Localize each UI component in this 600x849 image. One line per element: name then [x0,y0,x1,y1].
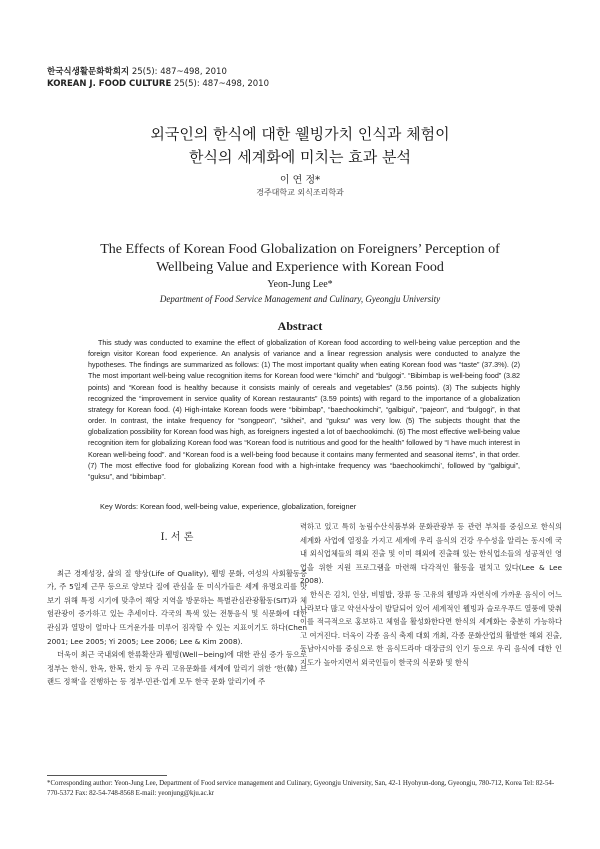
abstract-text: This study was conducted to examine the effect of globalization of Korean food according to well-being value perception and the foreign visitor Korean food experience. An analysis of variance and a linear regression analysis were conducted to analyze the hypotheses. The findings are summarized as follows: (1) The most important quality when eating Korean food was “taste” (37.3%). (2) The most important well-being value recognition items for Korean food were “kimchi” and “bulgogi”. “Bibimbap is well-being food” (3.82 points) and “Korean food is healthy because it consists mainly of cereals and vegetables” (3.56 points). (3) The subjects highly recognized the “improvement in service quality of Korean restaurants” (3.59 points) with regard to the importance of a globalization strategy for Korean food. (4) High-intake Korean foods were “bibimbap”, “baechookimchi”, “galbigui”, “pajeon”, and “bulgogi”, in that order. In contrast, the intake frequency for “songpeon”, “sikhei”, and “guksu” was very low. (5) The subjects thought that the globalization possibility for Korean food was high, as foreigners ingested a lot of baechookimchi. (6) The most effective well-being value recognition item for globalizing Korean food was “Korean food is nutritious and good for the health” followed by “I have much interest in Korean well-being food”. and “Korean food is a well-being food because it contains many fermented and seasonal items”, in that order. (7) The most effective food for globalizing Korean food with a high-intake frequency was “baechookimchi’, followed by “galbigui”, “guksu”, and “bibimbap”. [88,338,520,481]
footnote-divider [47,775,167,776]
body-paragraph-4: 한식은 김치, 인삼, 비빔밥, 장류 등 고유의 웰빙과 자연식에 가까운 음식이 어느 나라보다 많고 약선사상이 발달되어 있어 세계적인 웰빙과 슬로우푸드 열풍에 맞춰 이를 적극적으로 홍보하고 체험을 활성화한다면 한식의 세계화는 충분히 가능하다고 여겨진다. 더욱이 각종 음식 축제 대회 개최, 각종 문화산업의 활발한 해외 진출, 동남아시아를 중심으로 한 음식드라마 대장금의 인기 등으로 우리 음식에 대한 인지도가 높아지면서 외국인들이 한국의 식문화 및 한식 [300,589,562,667]
body-column-left [47,520,307,689]
journal-ref-english: 25(5): 487~498, 2010 [171,79,269,89]
korean-title-line-1: 외국인의 한식에 대한 웰빙가치 인식과 체험이 [150,125,450,143]
journal-name-english: KOREAN J. FOOD CULTURE [47,79,172,89]
section-heading-introduction: I. 서 론 [160,532,194,543]
journal-line-english [47,78,269,90]
keywords-label: Key Words: [100,502,139,511]
abstract-heading: Abstract [277,319,323,333]
corresponding-author-footnote: *Corresponding author: Yeon-Jung Lee, Department of Food service management and Culinary, Gyeongju University, San, 42-1 Hyohyun-dong, Gyeongju, 780-712, Korea Tel: 82-54-770-5372 Fax: 82-54-748-8568 E-mail: yeonjung@kju.ac.kr [47,780,555,797]
english-title-line-2: Wellbeing Value and Experience with Korean Food [156,260,444,275]
english-title-line-1: The Effects of Korean Food Globalization on Foreigners’ Perception of [100,242,500,257]
journal-header [47,66,269,90]
english-author: Yeon-Jung Lee* [267,279,333,290]
english-title [0,241,600,277]
journal-name-korean: 한국식생활문화학회지 [47,67,130,77]
keywords-text: Korean food, well-being value, experience, globalization, foreigner [138,502,357,511]
journal-line-korean [47,66,269,78]
keywords [100,502,356,511]
body-column-right [300,520,562,670]
body-paragraph-1: 최근 경제성장, 삶의 질 향상(Life of Quality), 웰빙 문화, 여성의 사회활동증가, 주 5일제 근무 등으로 양보다 질에 관심을 둔 미식가들은 세계 유명요리를 맛보기 위해 특정 시기에 맞추어 해당 지역을 방문하는 특별관심관광활동(SIT)과 체험관광이 증가하고 있는 추세이다. 각국의 특색 있는 전통음식 및 식문화에 대한 관심과 열망이 얼마나 뜨거운가를 미루어 짐작할 수 있는 지표이기도 하다(Chen 2001; Lee 2005; Yi 2005; Lee 2006; Lee & Kim 2008). [47,568,307,646]
korean-title-line-2: 한식의 세계화에 미치는 효과 분석 [189,148,411,166]
korean-author: 이 연 정* [279,175,321,186]
body-paragraph-2: 더욱이 최근 국내외에 한류확산과 웰빙(Well−being)에 대한 관심 증가 등으로 정부는 한식, 한옥, 한복, 한지 등 우리 고유문화를 세계에 알리기 위한 ‘한(韓) 브랜드 정책’을 진행하는 등 정부·민관·업계 모두 한국 문화 알리기에 주 [47,650,307,687]
korean-affiliation: 경주대학교 외식조리학과 [256,188,344,197]
english-affiliation: Department of Food Service Management and Culinary, Gyeongju University [159,294,441,304]
journal-ref-korean: 25(5): 487~498, 2010 [129,67,227,77]
body-paragraph-3: 력하고 있고 특히 농림수산식품부와 문화관광부 등 관련 부처를 중심으로 한식의 세계화 사업에 열정을 가지고 세계에 우리 음식의 건강 우수성을 알리는 동시에 국내 외식업체들의 해외 진출 및 이미 해외에 진출해 있는 한식업소들의 성공적인 영업을 위한 지원 프로그램을 마련해 다각적인 활동을 펼치고 있다(Lee & Lee 2008). [300,522,562,586]
